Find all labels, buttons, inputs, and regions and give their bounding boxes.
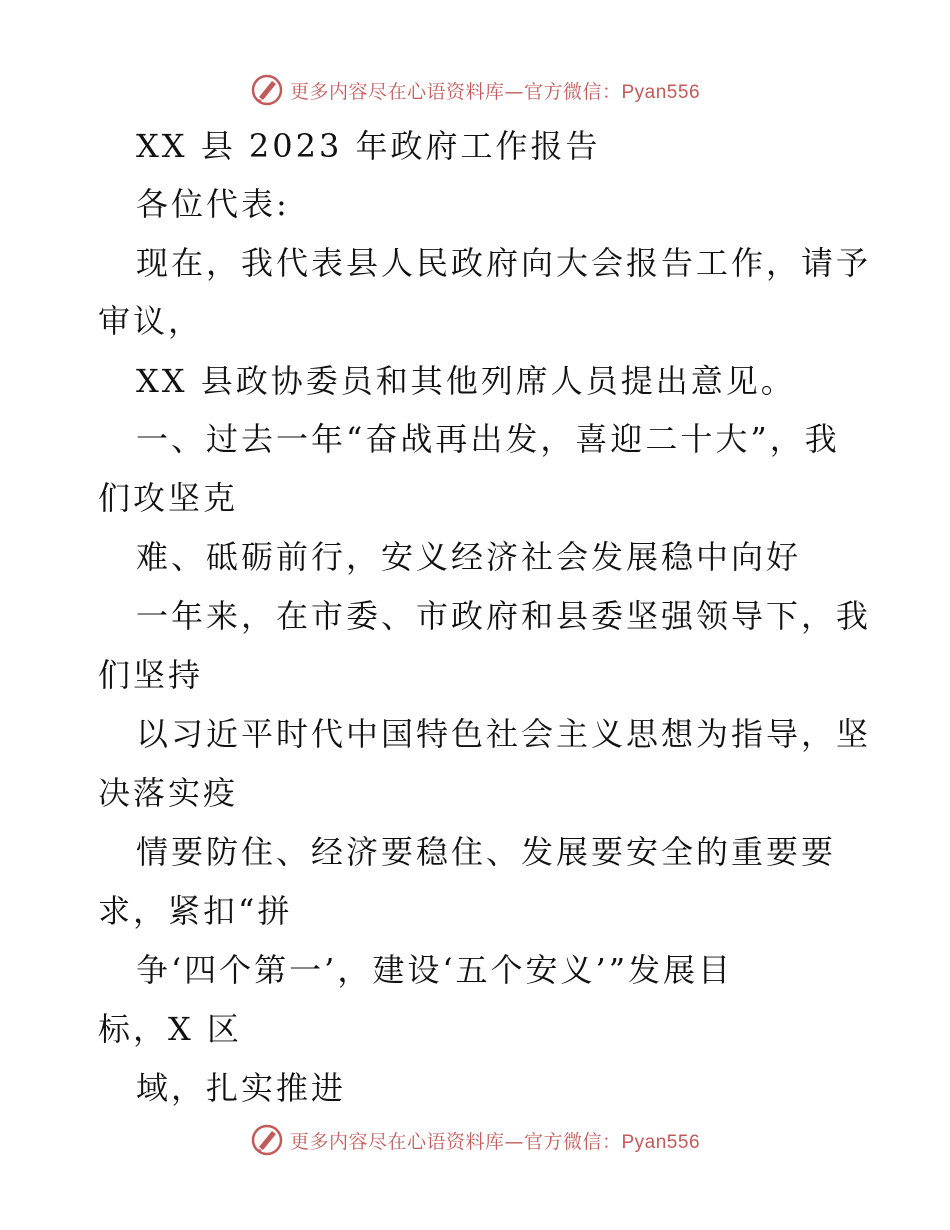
paragraph-line: 难、砥砺前行，安义经济社会发展稳中向好 [136, 538, 802, 576]
paragraph-line: 求，紧扣“拼 [98, 892, 293, 930]
paragraph-line: 域，扎实推进 [136, 1069, 347, 1107]
paragraph-line: 一年来，在市委、市政府和县委坚强领导下，我 [136, 597, 872, 635]
paragraph-line: 审议， [98, 302, 204, 340]
paragraph-line: 决落实疫 [98, 774, 239, 812]
salutation: 各位代表: [136, 185, 290, 223]
paragraph-line: 以习近平时代中国特色社会主义思想为指导，坚 [136, 715, 872, 753]
paragraph-line: 争‘四个第一’，建设‘五个安义’”发展目 [136, 951, 734, 989]
paragraph-line: 们坚持 [98, 656, 204, 694]
watermark-label: 更多内容尽在心语资料库—官方微信： [289, 80, 622, 103]
paragraph-line: 们攻坚克 [98, 479, 239, 517]
watermark-text [290, 1127, 700, 1154]
paragraph-line: XX 县政协委员和其他列席人员提出意见。 [136, 362, 796, 400]
paragraph-line: 标，X 区 [98, 1010, 242, 1048]
watermark-id: Pyan556 [621, 1131, 701, 1153]
watermark-label: 更多内容尽在心语资料库—官方微信： [289, 1130, 622, 1153]
watermark-footer [0, 1120, 950, 1160]
document-title: XX 县 2023 年政府工作报告 [136, 127, 601, 165]
paragraph-line: 情要防住、经济要稳住、发展要安全的重要要 [136, 833, 837, 871]
watermark-id: Pyan556 [621, 81, 701, 103]
logo-icon [250, 1123, 284, 1157]
section-heading: 一、过去一年“奋战再出发，喜迎二十大”，我 [136, 420, 840, 458]
paragraph-line: 现在，我代表县人民政府向大会报告工作，请予 [136, 244, 872, 282]
